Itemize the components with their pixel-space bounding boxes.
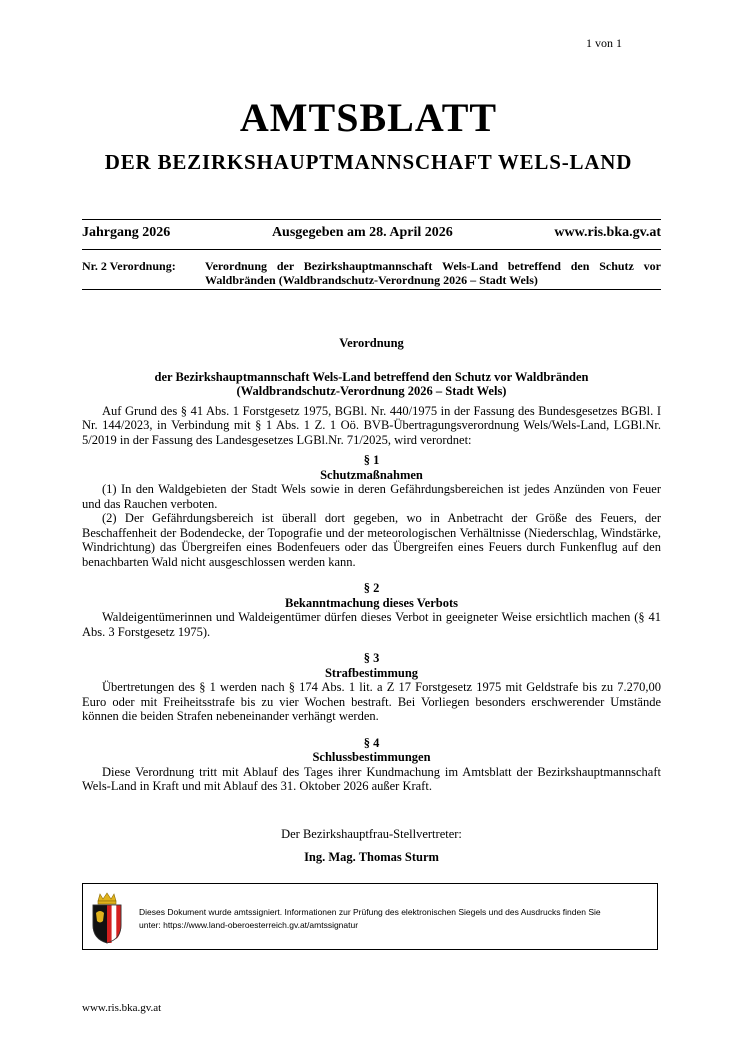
section-number: § 3 <box>363 651 380 665</box>
document-body <box>82 336 661 865</box>
document-subheading-line2: (Waldbrandschutz-Verordnung 2026 – Stadt Wels) <box>236 384 507 398</box>
ordinance-number-row <box>82 259 661 287</box>
section-number: § 4 <box>363 735 380 750</box>
middle-rule <box>82 249 661 250</box>
document-heading: Verordnung <box>339 336 404 350</box>
page-count: 1 von 1 <box>586 36 622 50</box>
gazette-title: AMTSBLATT <box>239 95 498 140</box>
section-paragraph: (2) Der Gefährdungsbereich ist überall dort gegeben, wo in Anbetracht der Größe des Feuers, der Beschaffenheit der Bodendecke, der Topografie und der meteorologischen Verhältnisse (Niederschlag, Windstärke, Windrichtung) das Übergreifen eines Bodenfeuers oder das Übergreifen eines Feuers durch Funkenflug auf den benachbarten Wald nicht ausgeschlossen werden kann. <box>82 511 661 569</box>
section-number: § 1 <box>363 453 380 467</box>
issue-info-row <box>82 225 661 241</box>
ordinance-short-title: Verordnung der Bezirkshauptmannschaft Wels-Land betreffend den Schutz vor Waldbränden (Waldbrandschutz-Verordnung 2026 – Stadt Wels) <box>205 259 661 287</box>
section-paragraph: Übertretungen des § 1 werden nach § 174 Abs. 1 lit. a Z 17 Forstgesetz 1975 mit Geldstrafe bis zu 7.270,00 Euro oder mit Freiheitsstrafe bis zu vier Wochen bestraft. Bei Vorliegen besonders erschwerender Umstände können die beiden Strafen nebeneinander verhängt werden. <box>82 680 661 723</box>
section-number: § 2 <box>363 581 380 595</box>
signature-name: Ing. Mag. Thomas Sturm <box>304 850 439 864</box>
section-title: Strafbestimmung <box>324 665 419 680</box>
section-paragraph: (1) In den Waldgebieten der Stadt Wels sowie in deren Gefährdungsbereichen ist jedes Anzünden von Feuer und das Rauchen verboten. <box>82 482 661 511</box>
footer-website-link[interactable]: www.ris.bka.gv.at <box>82 1002 162 1014</box>
signature-notice-line2[interactable]: unter: https://www.land-oberoesterreich.gv.at/amtssignatur <box>139 920 359 930</box>
preamble: Auf Grund des § 41 Abs. 1 Forstgesetz 1975, BGBl. Nr. 440/1975 in der Fassung des Bundesgesetzes BGBl. I Nr. 144/2023, in Verbindung mit § 1 Abs. 1 Z. 1 Oö. BVB-Übertragungsverordnung Wels/Wels-Land, LGBl.Nr. 5/2019 in der Fassung des Landesgesetzes LGBl.Nr. 71/2025, wird verordnet: <box>82 403 661 447</box>
signature-notice-box <box>82 883 658 950</box>
section-paragraph: Waldeigentümerinnen und Waldeigentümer dürfen dieses Verbot in geeigneter Weise ersichtlich machen (§ 41 Abs. 3 Forstgesetz 1975). <box>82 610 661 639</box>
issue-date: Ausgegeben am 28. April 2026 <box>271 225 453 240</box>
signature-notice-text <box>139 906 649 932</box>
upper-austria-crest-icon <box>90 891 124 945</box>
section-title: Schlussbestimmungen <box>312 750 431 764</box>
top-rule <box>82 219 661 220</box>
document-subheading-line1: der Bezirkshauptmannschaft Wels-Land betreffend den Schutz vor Waldbränden <box>154 369 589 384</box>
bottom-rule <box>82 289 661 290</box>
section-paragraph: Diese Verordnung tritt mit Ablauf des Tages ihrer Kundmachung im Amtsblatt der Bezirkshauptmannschaft Wels-Land in Kraft und mit Ablauf des 31. Oktober 2026 außer Kraft. <box>82 764 661 793</box>
website-link[interactable]: www.ris.bka.gv.at <box>554 225 661 240</box>
section-title: Bekanntmachung dieses Verbots <box>285 595 458 610</box>
ordinance-number: Nr. 2 Verordnung: <box>82 259 176 273</box>
jahrgang: Jahrgang 2026 <box>82 225 171 240</box>
section-title: Schutzmaßnahmen <box>320 467 423 482</box>
signature-notice-line1: Dieses Dokument wurde amtssigniert. Informationen zur Prüfung des elektronischen Siegels und des Ausdrucks finden Sie <box>139 907 601 917</box>
signature-role: Der Bezirkshauptfrau-Stellvertreter: <box>281 826 462 841</box>
gazette-subtitle: DER BEZIRKSHAUPTMANNSCHAFT WELS-LAND <box>104 150 633 174</box>
